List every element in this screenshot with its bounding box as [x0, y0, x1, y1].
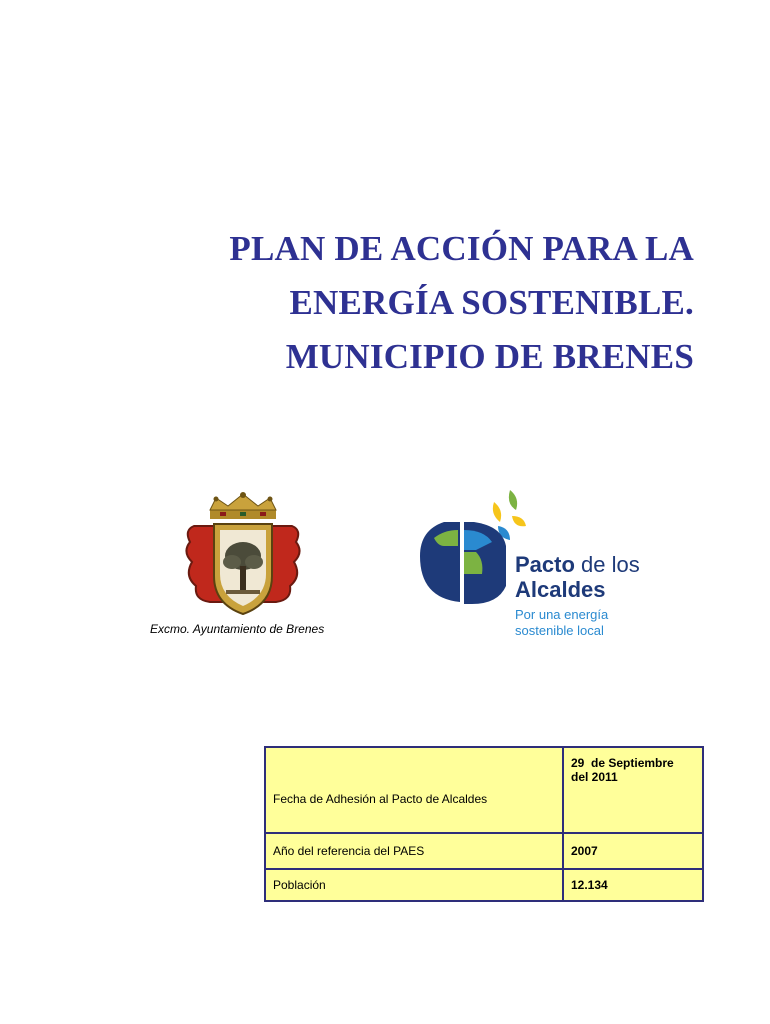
population-label: Población	[265, 869, 563, 901]
pacto-tagline-2: sostenible local	[515, 623, 604, 638]
table-row	[265, 869, 703, 901]
pacto-tagline-1: Por una energía	[515, 607, 609, 622]
coat-of-arms-brenes-icon	[180, 490, 306, 620]
title-line-1: PLAN DE ACCIÓN PARA LA	[229, 229, 694, 268]
adhesion-value-line-2: del 2011	[571, 770, 618, 784]
pacto-word-rest: de los	[574, 552, 640, 577]
pacto-logo-wordmark	[515, 552, 640, 602]
table-row	[265, 833, 703, 869]
info-table	[264, 746, 704, 902]
crest-caption: Excmo. Ayuntamiento de Brenes	[150, 622, 325, 636]
pacto-word-bold: Pacto	[515, 552, 575, 577]
document-title	[134, 222, 694, 384]
reference-year-value: 2007	[563, 833, 703, 869]
pacto-word-alcaldes: Alcaldes	[515, 577, 606, 602]
adhesion-value-line-1: 29 de Septiembre	[571, 756, 674, 770]
reference-year-label: Año del referencia del PAES	[265, 833, 563, 869]
pacto-tagline	[515, 607, 608, 639]
adhesion-value	[563, 747, 703, 833]
population-value: 12.134	[563, 869, 703, 901]
adhesion-label: Fecha de Adhesión al Pacto de Alcaldes	[265, 747, 563, 833]
title-line-3: MUNICIPIO DE BRENES	[285, 337, 694, 376]
pacto-de-los-alcaldes-logo-icon	[414, 486, 526, 610]
table-row	[265, 747, 703, 833]
title-line-2: ENERGÍA SOSTENIBLE.	[289, 283, 694, 322]
